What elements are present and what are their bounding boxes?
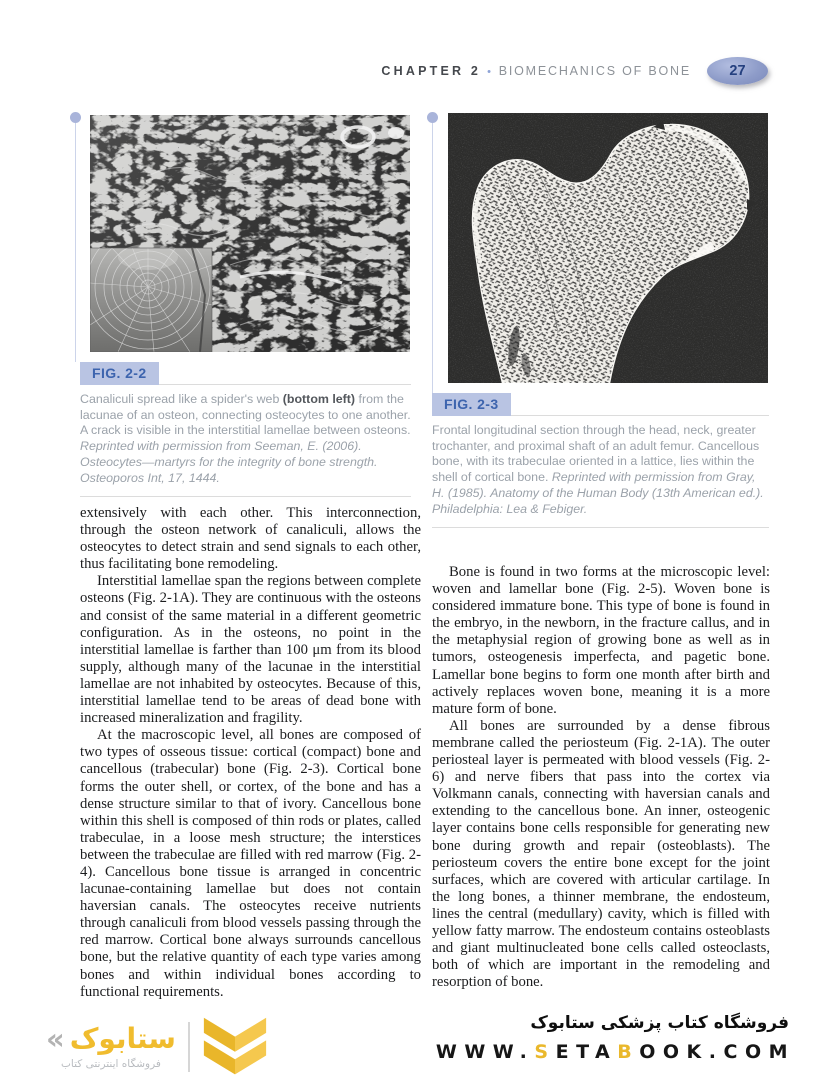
figure-side-rule xyxy=(75,123,76,362)
running-head-title: BIOMECHANICS OF BONE xyxy=(498,64,691,78)
figure-2-3-label: FIG. 2-3 xyxy=(432,393,511,416)
url-part: OOK.COM xyxy=(639,1041,795,1063)
running-head xyxy=(381,64,691,78)
caption-rule xyxy=(159,384,411,385)
canaliculi-micrograph-image xyxy=(90,115,410,352)
body-paragraph: extensively with each other. This interconnection, through the osteon network of canaliculi, allows the osteocytes to detect strain and send signals to each other, thus facilitating bone remodeling. xyxy=(80,505,421,573)
url-accent-letter: B xyxy=(617,1041,640,1063)
figure-2-2-caption-block xyxy=(80,362,411,497)
caption-citation: Reprinted with permission from Seeman, E. (2006). Osteocytes—martyrs for the integrity of bone strength. Osteoporos Int, 17, 1444. xyxy=(80,439,378,485)
page-header xyxy=(381,57,768,85)
logo-tagline: فروشگاه اینترنتی کتاب xyxy=(61,1057,161,1070)
figure-corner-dot xyxy=(70,112,81,123)
figure-side-rule xyxy=(432,123,433,393)
setabook-logo xyxy=(46,1016,268,1078)
guillemet-mark: « xyxy=(46,1021,65,1056)
left-text-column xyxy=(80,505,421,1001)
figure-2-2-label: FIG. 2-2 xyxy=(80,362,159,385)
bullet-separator: • xyxy=(487,66,493,78)
caption-text: Frontal longitudinal section through the head, neck, greater trochanter, and proximal shaft of an adult femur. Cancellous bone, with its trabeculae oriented in a lattice, lies within the shell of cortical bone. xyxy=(432,423,760,485)
page-number: 27 xyxy=(729,63,746,79)
body-paragraph: At the macroscopic level, all bones are composed of two types of osseous tissue: cortical (compact) bone and cancellous (trabecular) bone (Fig. 2-3). Cortical bone forms the outer shell, or cortex, of the bone and has a dense structure similar to that of ivory. Cancellous bone within this shell is composed of thin rods or plates, called trabeculae, in a loose mesh structure; the interstices between the trabeculae are filled with red marrow (Fig. 2-4). Cancellous bone tissue is arranged in concentric lacunae-containing lamellae but does not contain haversian canals. The osteocytes receive nutrients through canaliculi from blood vessels passing through the red marrow. Cortical bone always surrounds cancellous bone, but the relative quantity of each type varies among bones and within individual bones according to functional requirements. xyxy=(80,727,421,1000)
logo-divider xyxy=(188,1022,190,1072)
figure-2-3-caption xyxy=(432,416,769,528)
chapter-label: CHAPTER 2 xyxy=(381,64,482,78)
url-part: ETA xyxy=(555,1041,618,1063)
right-text-column xyxy=(432,564,770,991)
store-url xyxy=(436,1041,795,1063)
caption-bold-text: (bottom left) xyxy=(282,392,356,406)
caption-rule xyxy=(511,415,769,416)
caption-text: Canaliculi spread like a spider's web xyxy=(80,392,283,406)
figure-2-3-caption-block xyxy=(432,393,769,528)
body-paragraph: Interstitial lamellae span the regions between complete osteons (Fig. 2-1A). They are continuous with the osteons and consist of the same material in a different geometric configuration. As in the osteons, no point in the interstitial lamellae is farther than 100 μm from its blood supply, although many of the lacunae in the interstitial lamellae are not inhabited by osteocytes. Because of this, interstitial lamellae tend to be areas of dead bone with increased mineralization and fragility. xyxy=(80,573,421,727)
figure-corner-dot xyxy=(427,112,438,123)
setabook-wordmark: ستابوک xyxy=(69,1022,176,1055)
caption-text: from the lacunae of an osteon, connecting osteocytes to one another. A crack is visible in the interstitial lamellae between osteons. xyxy=(80,392,411,438)
caption-citation: Reprinted with permission from Gray, H. (1985). Anatomy of the Human Body (13th American ed.). Philadelphia: Lea & Febiger. xyxy=(432,470,764,516)
figure-2-2-caption xyxy=(80,385,411,497)
url-accent-letter: S xyxy=(534,1041,556,1063)
femur-section-image xyxy=(448,113,768,383)
body-paragraph: All bones are surrounded by a dense fibrous membrane called the periosteum (Fig. 2-1A). The outer periosteal layer is permeated with blood vessels (Fig. 2-6) and nerve fibers that pass into the cortex via Volkmann canals, connecting with haversian canals and extending to the cancellous bone. An inner, osteogenic layer contains bone cells responsible for generating new bone during growth and repair (osteoblasts). The periosteum covers the entire bone except for the joint surfaces, which are covered with articular cartilage. In the long bones, a thinner membrane, the endosteum, lines the central (medullary) cavity, which is filled with yellow fatty marrow. The endosteum contains osteoblasts and giant multinucleated bone cells called osteoclasts, both of which are important in the remodeling and resorption of bone. xyxy=(432,717,770,991)
store-title-persian: فروشگاه کتاب پزشکی ستابوک xyxy=(530,1013,789,1033)
url-part: WWW. xyxy=(435,1041,535,1063)
body-paragraph: Bone is found in two forms at the microscopic level: woven and lamellar bone (Fig. 2-5). Woven bone is considered immature bone. This type of bone is found in the embryo, in the newborn, in the fracture callus, and in the metaphysial region of growing bone as well as in tumors, osteogenesis imperfecta, and pagetic bone. Lamellar bone begins to form one month after birth and actively replaces woven bone, meaning it is a more mature form of bone. xyxy=(432,564,770,717)
page-number-badge xyxy=(707,57,768,85)
double-chevron-icon xyxy=(202,1017,268,1077)
